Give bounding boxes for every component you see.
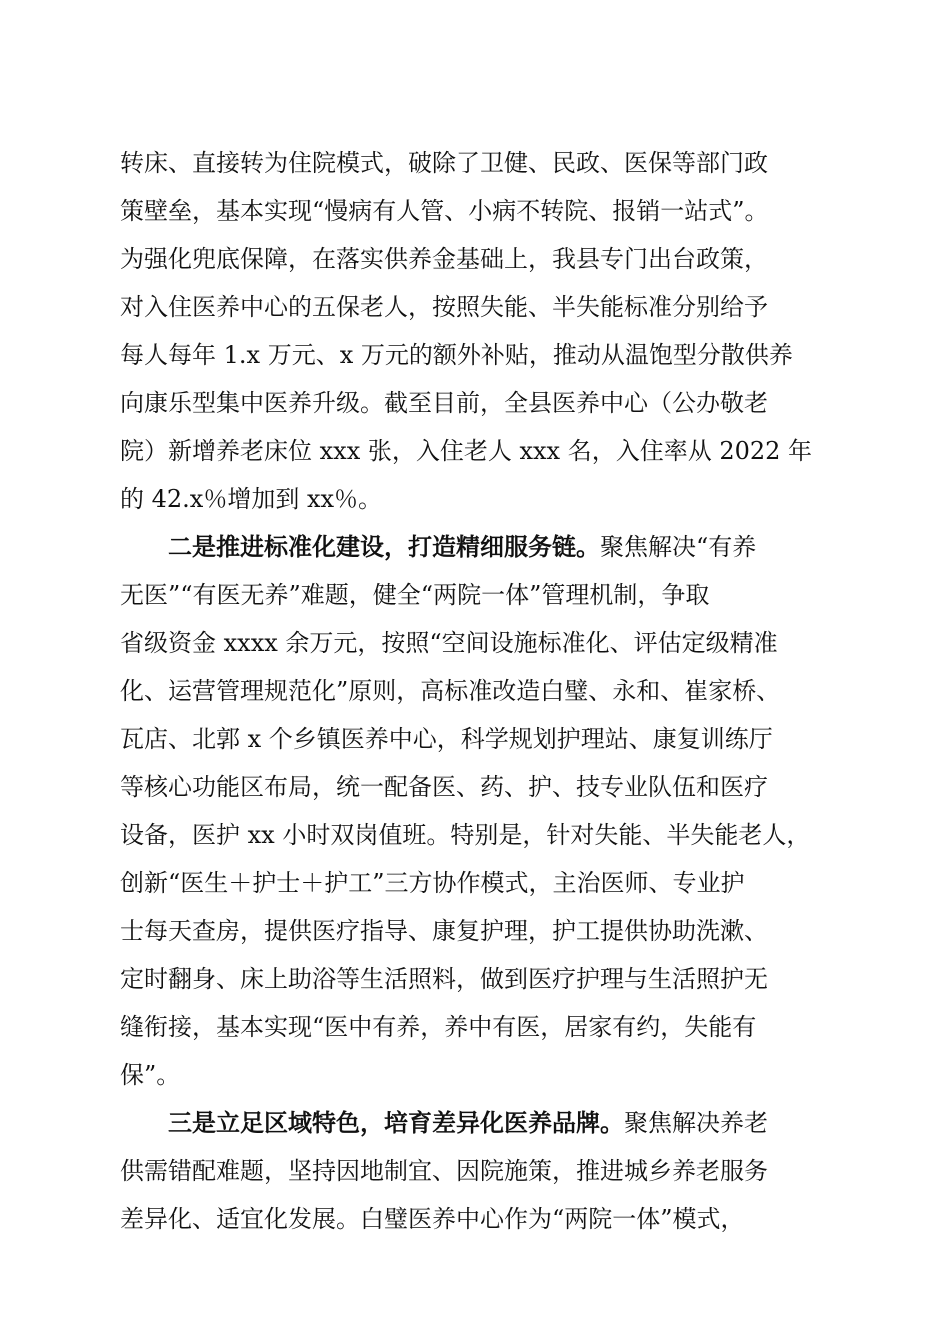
text-line: 每人每年 1.x 万元、x 万元的额外补贴，推动从温饱型分散供养 bbox=[120, 341, 793, 369]
text-line: 的 42.x％增加到 xx％。 bbox=[120, 485, 383, 513]
text-line: 无医”“有医无养”难题，健全“两院一体”管理机制，争取 bbox=[120, 581, 710, 609]
paragraph-heading: 三是立足区域特色，培育差异化医养品牌。 bbox=[168, 1108, 624, 1137]
text-line: 策壁垒，基本实现“慢病有人管、小病不转院、报销一站式”。 bbox=[120, 197, 769, 225]
paragraph-first-line bbox=[168, 1101, 840, 1145]
text-line: 向康乐型集中医养升级。截至目前，全县医养中心（公办敬老 bbox=[120, 389, 768, 417]
paragraph-text: 聚焦解决养老 bbox=[624, 1109, 768, 1137]
text-line: 对入住医养中心的五保老人，按照失能、半失能标准分别给予 bbox=[120, 293, 768, 321]
text-line: 保”。 bbox=[120, 1061, 181, 1089]
text-line: 为强化兜底保障，在落实供养金基础上，我县专门出台政策， bbox=[120, 245, 768, 273]
text-line: 院）新增养老床位 xxx 张，入住老人 xxx 名，入住率从 2022 年 bbox=[120, 437, 813, 465]
text-line: 化、运营管理规范化”原则，高标准改造白璧、永和、崔家桥、 bbox=[120, 677, 781, 705]
text-line: 创新“医生＋护士＋护工”三方协作模式，主治医师、专业护 bbox=[120, 869, 745, 897]
text-line: 供需错配难题，坚持因地制宜、因院施策，推进城乡养老服务 bbox=[120, 1157, 768, 1185]
text-line: 差异化、适宜化发展。白璧医养中心作为“两院一体”模式， bbox=[120, 1205, 745, 1233]
text-line: 等核心功能区布局，统一配备医、药、护、技专业队伍和医疗 bbox=[120, 773, 768, 801]
paragraph-heading: 二是推进标准化建设，打造精细服务链。 bbox=[168, 532, 600, 561]
text-line: 缝衔接，基本实现“医中有养，养中有医，居家有约，失能有 bbox=[120, 1013, 757, 1041]
text-line: 瓦店、北郭 x 个乡镇医养中心，科学规划护理站、康复训练厅 bbox=[120, 725, 773, 753]
text-line: 定时翻身、床上助浴等生活照料，做到医疗护理与生活照护无 bbox=[120, 965, 768, 993]
text-line: 设备，医护 xx 小时双岗值班。特别是，针对失能、半失能老人， bbox=[120, 821, 811, 849]
paragraph-first-line bbox=[168, 525, 840, 569]
text-line: 转床、直接转为住院模式，破除了卫健、民政、医保等部门政 bbox=[120, 149, 768, 177]
paragraph-text: 聚焦解决“有养 bbox=[600, 533, 757, 561]
text-line: 省级资金 xxxx 余万元，按照“空间设施标准化、评估定级精准 bbox=[120, 629, 778, 657]
text-line: 士每天查房，提供医疗指导、康复护理，护工提供协助洗漱、 bbox=[120, 917, 768, 945]
